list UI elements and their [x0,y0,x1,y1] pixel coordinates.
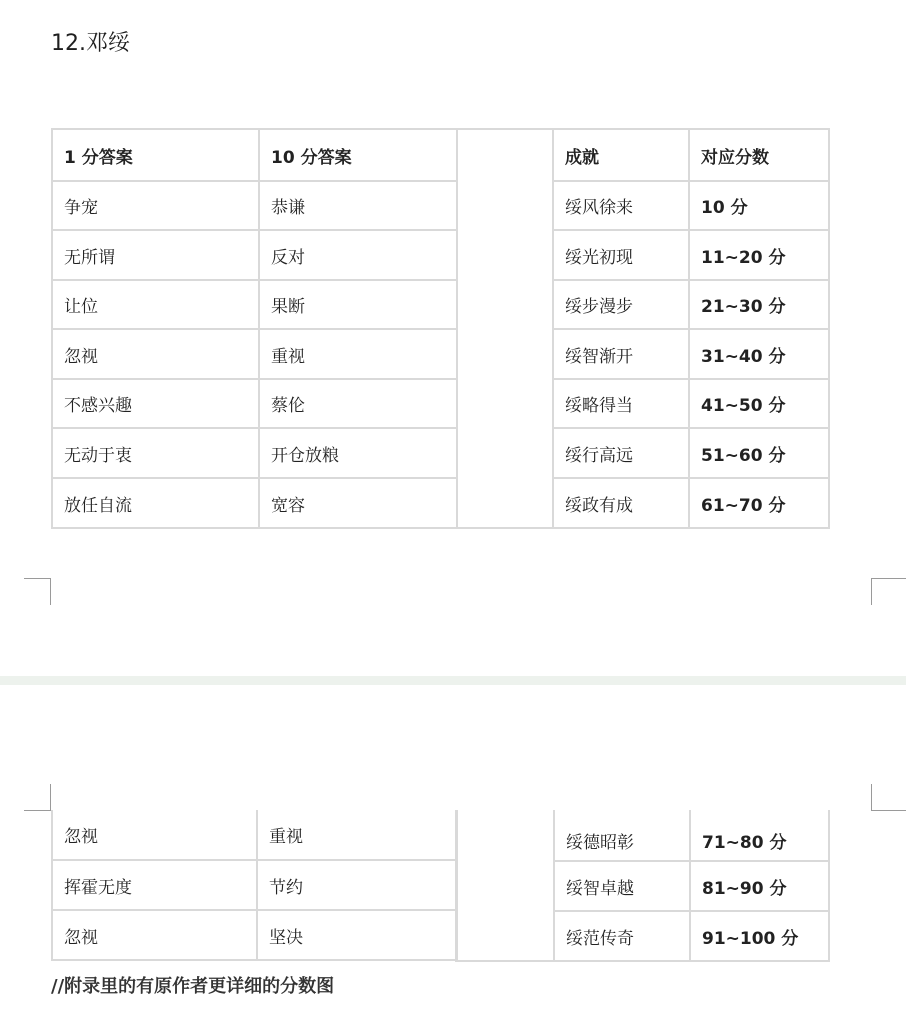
crop-mark-top-left [24,784,51,811]
answer-1pt: 争宠 [52,181,259,230]
score-table-top [51,128,830,529]
answer-1pt: 让位 [52,280,259,329]
answer-10pt: 恭谦 [259,181,457,230]
score-range: 31~40 分 [689,329,829,379]
blank-divider-column [457,129,553,528]
table-row [52,428,829,478]
header-score: 对应分数 [689,129,829,181]
answer-1pt: 挥霍无度 [52,860,257,910]
achievement-name: 绥略得当 [553,379,689,428]
table-row [52,230,829,280]
score-range: 81~90 分 [690,861,829,911]
achievement-name: 绥智渐开 [553,329,689,379]
achievement-name: 绥行高远 [553,428,689,478]
achievement-name: 绥德昭彰 [554,810,690,861]
answer-1pt: 无动于衷 [52,428,259,478]
score-range: 21~30 分 [689,280,829,329]
table-row [52,810,457,860]
answer-1pt: 忽视 [52,910,257,960]
achievement-name: 绥光初现 [553,230,689,280]
answer-10pt: 反对 [259,230,457,280]
answer-10pt: 坚决 [257,910,457,960]
score-range: 71~80 分 [690,810,829,861]
table-row [52,860,457,910]
achievement-name: 绥步漫步 [553,280,689,329]
score-range: 41~50 分 [689,379,829,428]
answer-1pt: 放任自流 [52,478,259,528]
table-row [52,329,829,379]
answer-10pt: 开仓放粮 [259,428,457,478]
answer-1pt: 忽视 [52,810,257,860]
answer-1pt: 无所谓 [52,230,259,280]
table-row [52,478,829,528]
achievement-name: 绥范传奇 [554,911,690,961]
answer-10pt: 蔡伦 [259,379,457,428]
achievement-name: 绥政有成 [553,478,689,528]
crop-mark-bottom-right [871,578,906,605]
header-achievement: 成就 [553,129,689,181]
answer-10pt: 重视 [257,810,457,860]
page-break-gap [0,676,906,685]
crop-mark-top-right [871,784,906,811]
score-range: 11~20 分 [689,230,829,280]
score-range: 61~70 分 [689,478,829,528]
table-header-row [52,129,829,181]
score-range: 51~60 分 [689,428,829,478]
achievement-name: 绥智卓越 [554,861,690,911]
table-row [52,910,457,960]
score-range: 91~100 分 [690,911,829,961]
crop-mark-bottom-left [24,578,51,605]
blank-divider-column [456,810,554,961]
answer-10pt: 重视 [259,329,457,379]
score-range: 10 分 [689,181,829,230]
score-table-bottom-right [455,810,830,962]
table-row [52,280,829,329]
appendix-note: //附录里的有原作者更详细的分数图 [51,976,335,997]
achievement-name: 绥风徐来 [553,181,689,230]
page-title: 12.邓绥 [51,31,130,56]
table-row [52,181,829,230]
answer-10pt: 节约 [257,860,457,910]
score-table-bottom-left [51,810,458,961]
table-row [52,379,829,428]
answer-1pt: 忽视 [52,329,259,379]
answer-1pt: 不感兴趣 [52,379,259,428]
table-row [456,810,829,861]
answer-10pt: 宽容 [259,478,457,528]
header-10pt-answer: 10 分答案 [259,129,457,181]
answer-10pt: 果断 [259,280,457,329]
header-1pt-answer: 1 分答案 [52,129,259,181]
